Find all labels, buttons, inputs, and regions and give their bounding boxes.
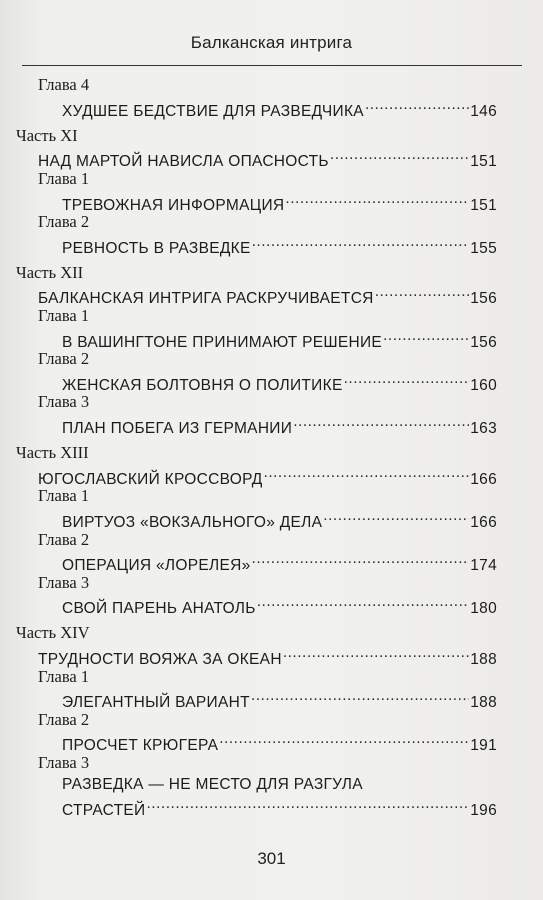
part-title-entry [0, 644, 543, 666]
dot-leader [146, 795, 469, 815]
chapter-label: Глава 1 [38, 486, 90, 506]
chapter-label-row [0, 752, 543, 774]
toc-entry-line [0, 774, 543, 796]
part-title-entry [0, 283, 543, 308]
dot-leader [323, 507, 469, 527]
toc-entry-title: НАД МАРТОЙ НАВИСЛА ОПАСНОСТЬ [38, 153, 329, 171]
part-title-entry [0, 146, 543, 171]
chapter-label-row [0, 709, 543, 731]
toc-entry-title: РАЗВЕДКА — НЕ МЕСТО ДЛЯ РАЗГУЛА [62, 775, 363, 793]
part-heading: Часть XII [16, 262, 84, 282]
chapter-label: Глава 3 [38, 392, 90, 412]
toc-entry [0, 327, 543, 349]
toc-entry-title: РЕВНОСТЬ В РАЗВЕДКЕ [62, 239, 251, 257]
dot-leader [251, 687, 469, 707]
toc-entry-title: В ВАШИНГТОНЕ ПРИНИМАЮТ РЕШЕНИЕ [62, 333, 383, 351]
dot-leader [375, 283, 470, 303]
toc-entry [0, 233, 543, 255]
dot-leader [252, 233, 470, 253]
toc-page-number: 151 [470, 196, 497, 214]
page-number: 301 [257, 849, 286, 868]
toc-page-number: 180 [470, 600, 497, 618]
toc-entry-title: ЭЛЕГАНТНЫЙ ВАРИАНТ [62, 694, 250, 712]
toc-entry [0, 507, 543, 529]
dot-leader [383, 327, 469, 347]
chapter-label: Глава 2 [38, 529, 90, 549]
chapter-label: Глава 1 [38, 306, 90, 325]
chapter-label: Глава 2 [38, 709, 90, 729]
toc-entry-line [62, 795, 497, 822]
toc-entry-title: ПРОСЧЕТ КРЮГЕРА [62, 737, 219, 755]
dot-leader [219, 730, 469, 750]
chapter-label: Глава 2 [38, 212, 90, 232]
chapter-label-row [0, 348, 543, 370]
toc-entry-line [62, 233, 497, 260]
toc-page-number: 191 [470, 737, 497, 755]
dot-leader [365, 96, 469, 116]
chapter-label-row [0, 168, 543, 190]
chapter-label-row [0, 485, 543, 507]
toc-entry-title: ОПЕРАЦИЯ «ЛОРЕЛЕЯ» [62, 557, 251, 575]
toc-page-number: 196 [470, 802, 497, 820]
toc-entry [0, 730, 543, 755]
toc-page-number: 188 [470, 694, 497, 712]
toc-page-number: 151 [470, 153, 497, 171]
toc-entry [0, 190, 543, 212]
toc-page-number: 174 [470, 557, 497, 575]
toc-entry [0, 795, 543, 820]
toc-entry-title: СТРАСТЕЙ [62, 802, 146, 820]
chapter-label-row [0, 391, 543, 413]
toc-entry-title: ТРУДНОСТИ ВОЯЖА ЗА ОКЕАН [38, 651, 282, 668]
toc-page-number: 166 [470, 470, 497, 488]
part-heading: Часть XIV [16, 623, 90, 643]
dot-leader [283, 644, 469, 664]
dot-leader [252, 550, 470, 570]
dot-leader [264, 464, 470, 484]
toc-page-number: 155 [470, 239, 497, 257]
chapter-label-row [0, 529, 543, 551]
header-rule [22, 65, 522, 66]
chapter-label-row [0, 74, 543, 96]
toc-entry-title: СВОЙ ПАРЕНЬ АНАТОЛЬ [62, 600, 256, 618]
toc-page-number: 188 [470, 651, 497, 668]
toc-page-number: 156 [470, 333, 497, 351]
part-heading-row [0, 262, 543, 284]
toc-entry [0, 593, 543, 618]
dot-leader [344, 370, 470, 390]
part-heading: Часть XIII [16, 443, 89, 463]
chapter-label-row [0, 305, 543, 327]
toc-entry-title: ВИРТУОЗ «ВОКЗАЛЬНОГО» ДЕЛА [62, 513, 323, 531]
toc-entry-line [62, 593, 497, 620]
toc-entry-title: ЮГОСЛАВСКИЙ КРОССВОРД [38, 470, 263, 488]
running-head: Балканская интрига [190, 33, 353, 52]
part-heading: Часть XI [16, 125, 78, 145]
chapter-label: Глава 4 [38, 75, 90, 94]
chapter-label: Глава 2 [38, 349, 90, 369]
toc-entry-title: ХУДШЕЕ БЕДСТВИЕ ДЛЯ РАЗВЕДЧИКА [62, 102, 364, 120]
dot-leader [285, 190, 469, 210]
toc-entry [0, 687, 543, 712]
toc-entry [0, 96, 543, 118]
toc-entry [0, 413, 543, 435]
toc-page-number: 160 [470, 376, 497, 394]
toc-entry-title: ЖЕНСКАЯ БОЛТОВНЯ О ПОЛИТИКЕ [62, 376, 343, 394]
part-title-entry [0, 464, 543, 486]
chapter-label-row [0, 211, 543, 233]
toc-entry-title: БАЛКАНСКАЯ ИНТРИГА РАСКРУЧИВАЕТСЯ [38, 290, 374, 308]
dot-leader [293, 413, 469, 433]
toc-entry-line [62, 96, 497, 123]
chapter-label-row [0, 572, 543, 594]
chapter-label: Глава 1 [38, 168, 90, 188]
chapter-label: Глава 3 [38, 572, 90, 592]
toc-entry-title: ПЛАН ПОБЕГА ИЗ ГЕРМАНИИ [62, 420, 293, 437]
toc-page-number: 163 [470, 420, 497, 437]
part-heading-row [0, 125, 543, 147]
part-heading-row [0, 622, 543, 644]
part-heading-row [0, 442, 543, 464]
chapter-label: Глава 1 [38, 666, 90, 686]
toc-entry-line [62, 413, 497, 440]
chapter-label: Глава 3 [38, 753, 90, 772]
toc-entry [0, 370, 543, 392]
toc-entry [0, 550, 543, 575]
chapter-label-row [0, 666, 543, 688]
dot-leader [257, 593, 470, 613]
dot-leader [330, 146, 469, 166]
toc-page-number: 166 [470, 513, 497, 531]
toc-page-number: 146 [470, 102, 497, 120]
toc-entry-title: ТРЕВОЖНАЯ ИНФОРМАЦИЯ [62, 196, 285, 214]
toc-page-number: 156 [470, 290, 497, 308]
